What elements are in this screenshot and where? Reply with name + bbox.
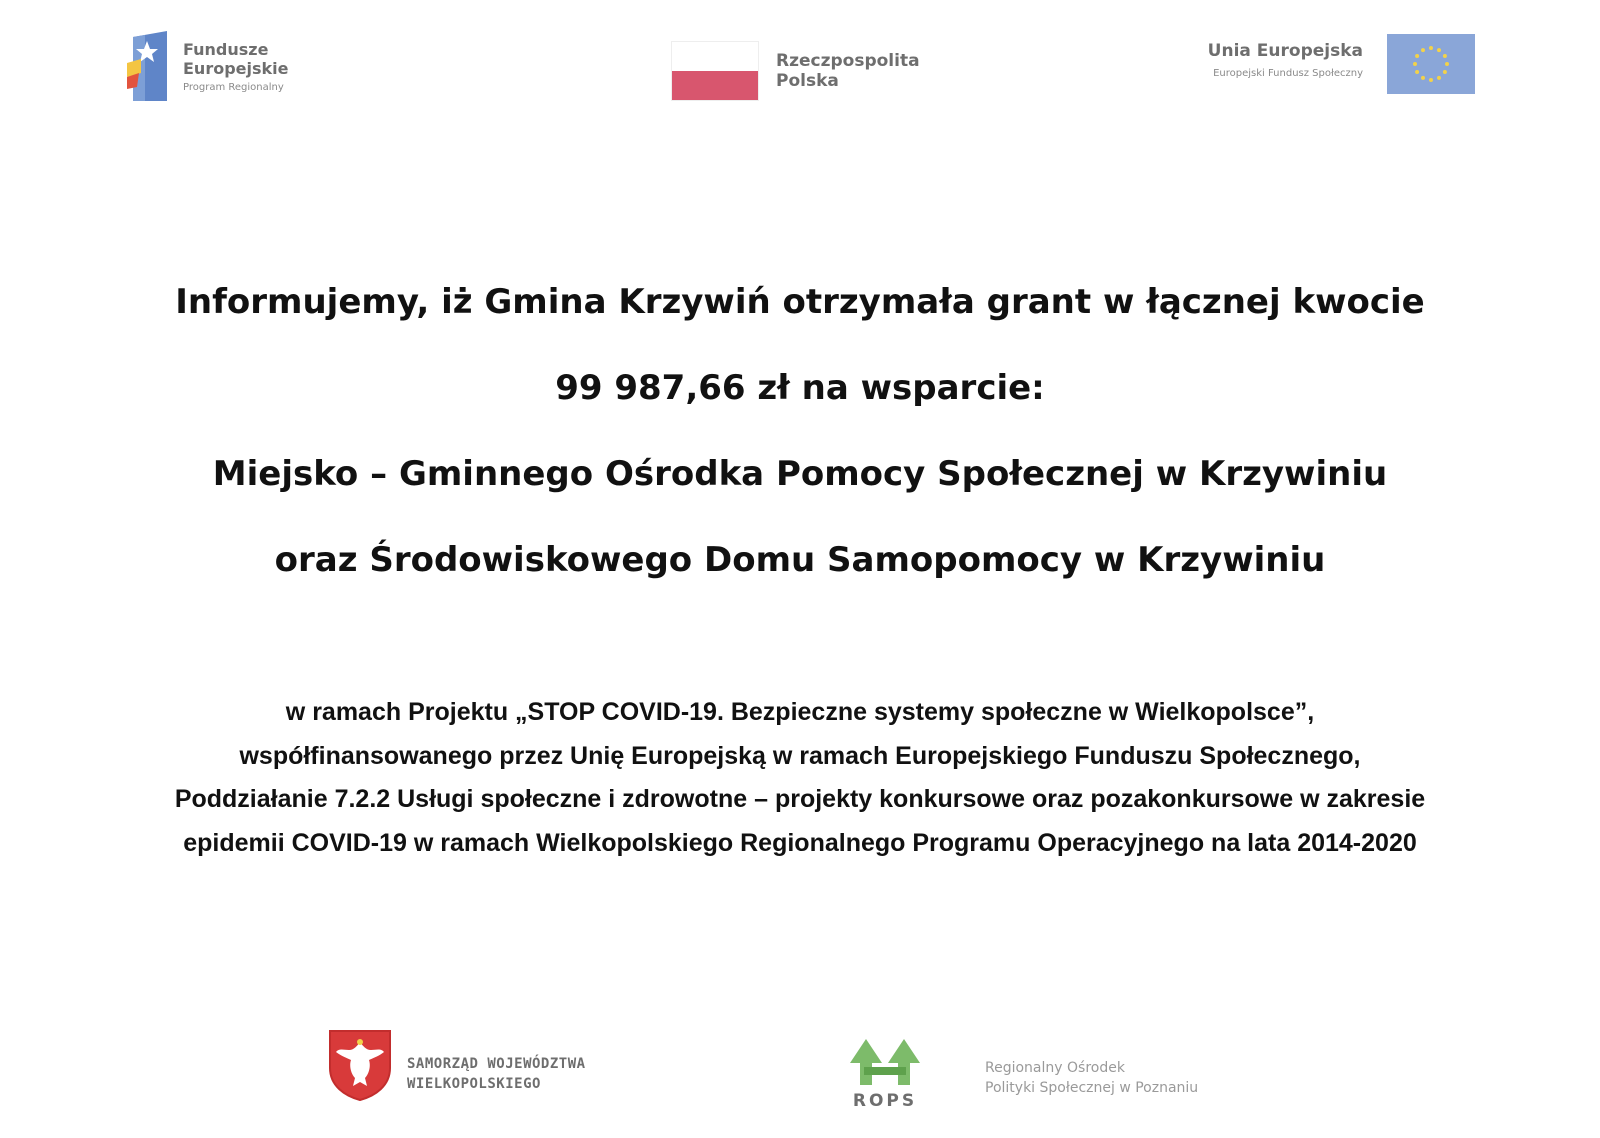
rops-acronym: ROPS bbox=[852, 1091, 918, 1111]
headline-line3: Miejsko – Gminnego Ośrodka Pomocy Społecznej w Krzywiniu bbox=[212, 454, 1388, 494]
polish-flag-icon bbox=[672, 42, 758, 100]
rzeczpospolita-line2: Polska bbox=[776, 71, 839, 91]
fundusze-line2: Europejskie bbox=[183, 59, 289, 78]
headline-line1: Informujemy, iż Gmina Krzywiń otrzymała grant w łącznej kwocie bbox=[175, 282, 1425, 322]
eu-flag-icon bbox=[1387, 34, 1475, 94]
rops-name-text bbox=[985, 1060, 1245, 1104]
rops-line2: Polityki Społecznej w Poznaniu bbox=[985, 1080, 1199, 1096]
headline-amount: 99 987,66 zł na wsparcie: bbox=[555, 368, 1045, 408]
project-info-line2: współfinansowanego przez Unię Europejską w ramach Europejskiego Funduszu Społecznego, bbox=[239, 742, 1361, 770]
headline-line4: oraz Środowiskowego Domu Samopomocy w Krzywiniu bbox=[274, 540, 1326, 580]
rops-emblem-icon bbox=[846, 1035, 924, 1089]
fundusze-line1: Fundusze bbox=[183, 40, 269, 59]
unia-line1: Unia Europejska bbox=[1207, 41, 1363, 61]
project-info-line3: Poddziałanie 7.2.2 Usługi społeczne i zdrowotne – projekty konkursowe oraz pozakonkursowe w zakresie bbox=[174, 785, 1426, 813]
unia-line2: Europejski Fundusz Społeczny bbox=[1213, 68, 1363, 79]
project-info-line1: w ramach Projektu „STOP COVID-19. Bezpieczne systemy społeczne w Wielkopolsce”, bbox=[285, 698, 1315, 726]
fundusze-europejskie-logo bbox=[127, 28, 327, 106]
rops-line1: Regionalny Ośrodek bbox=[985, 1060, 1125, 1076]
rzeczpospolita-line1: Rzeczpospolita bbox=[776, 51, 920, 71]
wielkopolska-coat-of-arms-icon bbox=[327, 1028, 393, 1102]
fundusze-europejskie-emblem-icon bbox=[127, 29, 171, 103]
samorzad-line1: SAMORZĄD WOJEWÓDZTWA bbox=[407, 1056, 586, 1072]
samorzad-wojewodztwa-logo bbox=[327, 1028, 587, 1106]
fundusze-line3: Program Regionalny bbox=[183, 82, 284, 93]
rops-logo bbox=[840, 1035, 930, 1115]
samorzad-line2: WIELKOPOLSKIEGO bbox=[407, 1076, 541, 1092]
project-info-line4: epidemii COVID-19 w ramach Wielkopolskiego Regionalnego Programu Operacyjnego na lata 2014-2020 bbox=[183, 829, 1417, 857]
rzeczpospolita-polska-logo bbox=[672, 42, 942, 104]
unia-europejska-logo bbox=[1175, 34, 1475, 96]
